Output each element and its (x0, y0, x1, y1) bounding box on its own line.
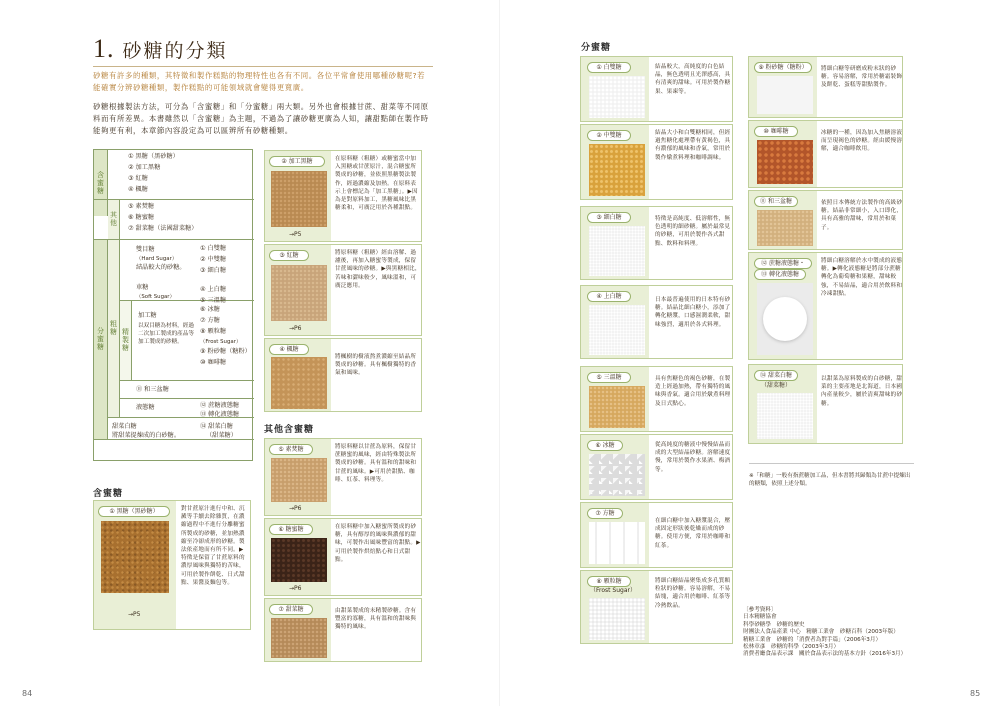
page-ref: →P6 (289, 585, 302, 592)
sugar-tag: ⑦ 方糖 (587, 508, 623, 519)
class-item: ② 加工黑糖 (128, 164, 161, 171)
sugar-tag: ② 加工黑糖 (269, 156, 325, 167)
sugar-desc: 將細白糖溶解於水中製成的液態糖。▶轉化液態糖是將部分蔗糖轉化為葡萄糖和果糖，甜味較強，不易結晶，適合用於飲料和冷凍甜點。 (821, 258, 903, 297)
page-ref: →P6 (289, 505, 302, 512)
sugar-card (580, 124, 733, 200)
sugar-tag: ⑪ 和三盆糖 (754, 196, 798, 207)
sugar-card (93, 500, 251, 630)
class-item: ⑤ 三溫糖 (200, 297, 227, 304)
frost-sugar-photo (589, 598, 645, 640)
sugar-card (580, 502, 733, 568)
sugar-desc: 結晶大小和白雙糖相同，但經過焦糖化處理帶有黃褐色，具有濃郁的風味和香氣，常用於製作燉煮料理和咖啡調味。 (655, 130, 731, 161)
class-item: ① 白雙糖 (200, 245, 227, 252)
sugar-desc: 將細白糖結晶聚集成多孔質顆粒狀的砂糖。容易溶解，不易結塊，適合用於咖啡、紅茶等冷熱飲品。 (655, 578, 731, 609)
class-item: ④ 楓糖 (128, 186, 148, 193)
class-item: ⑭ 甜菜白糖 (200, 423, 233, 430)
classification-table (93, 149, 253, 461)
processed-desc: 以双目糖為材料，經過二次加工製成的產品等加工製成的砂糖。 (138, 323, 194, 345)
liquid-sugar-plate (763, 297, 807, 341)
page-ref: →P5 (128, 611, 141, 618)
sugar-desc: 冰糖的一種，因為加入焦糖溶液而呈現褐色的砂糖。經由緩慢溶解，適合咖啡飲用。 (821, 130, 903, 153)
class-item: ⑩ 咖啡糖 (200, 359, 227, 366)
sugar-desc: 日本最普遍使用的日本特有砂糖。結晶比細白糖小，添加了轉化糖漿，口感濕潤柔軟，甜味強烈，適用於各式料理。 (655, 297, 731, 328)
sugar-tag: ⑬ 轉化液態糖 (754, 269, 806, 280)
sugar-desc: 將原料糖（粗糖）經由溶解、過濾後，再加入糖蜜等製成，保留甘蔗風味的砂糖。▶與黑糖相比，苦味和澀味較少，風味溫和，可廣泛應用。 (335, 250, 421, 289)
sugar-desc: 依照日本傳統方法製作的高級砂糖。結晶非常細小，入口即化，具有高雅的甜味，常用於和菓子。 (821, 200, 903, 231)
beet-sugar-photo (271, 618, 327, 658)
sanonto-sugar-photo (589, 386, 645, 428)
intro-highlight: 砂糖有許多的種類，其特徵和製作糕點的物理特性也各有不同。各位平常會使用哪種砂糖呢?若能確實分辨砂糖種類，製作糕點的可能領域就會變得更寬廣。 (93, 71, 426, 92)
right-page (500, 0, 1000, 706)
wasanbon-sugar-photo (757, 210, 813, 246)
sugar-tag: ④ 上白糖 (587, 291, 631, 302)
sugar-card (748, 56, 903, 118)
class-item: ⑥ 糖蜜糖 (128, 214, 155, 221)
molasses-sugar-photo (271, 538, 327, 582)
sugar-card (580, 434, 733, 500)
sugar-tag: ⑥ 糖蜜糖 (269, 524, 313, 535)
sugar-cube-photo (589, 522, 645, 564)
coffee-sugar-photo (757, 140, 813, 184)
sugar-desc: 在細白糖中加入糖漿混合，壓成固定形狀後乾燥而成的砂糖。使用方便，常用於咖啡和紅茶。 (655, 518, 731, 549)
beet-desc: 將甜菜提煉成的白砂糖。 (112, 432, 181, 439)
page-title (93, 34, 228, 64)
soft-sugar-en: （Soft Sugar） (136, 294, 175, 300)
sugar-desc: 由甜菜製成的未精製砂糖。含有豐富的寡糖，具有溫和的甜味與獨特的風味。 (335, 608, 417, 631)
sugar-desc: 特徵是高純度、低溶解性，無色透明的細砂糖。屬於最常見的砂糖，可用於製作各式甜點、飲料和料理。 (655, 216, 731, 247)
class-item: ⑦ 甜菜糖（法國甜菜糖） (128, 225, 198, 232)
sugar-card (748, 364, 903, 444)
processed-black-sugar-photo (271, 171, 327, 227)
intro-body: 砂糖根據製法方法，可分為「含蜜糖」和「分蜜糖」兩大類。另外也會根據甘蔗、甜菜等不同原料而有所差異。本書雖然以「含蜜糖」為主題，不過為了讓砂糖更廣為人知，讓甜點師在製作時能夠更有利，本章節內容設定為可以區辨所有砂糖種類。 (93, 102, 429, 135)
sugar-tag: ⑩ 咖啡糖 (754, 126, 798, 137)
sugar-card (264, 598, 422, 662)
section-other: 其他含蜜糖 (264, 425, 315, 435)
sugar-card (748, 252, 903, 360)
class-item: ① 黑糖（黑砂糖） (128, 153, 179, 160)
sugar-tag: ⑤ 素焚糖 (269, 444, 313, 455)
sugar-desc: 結晶較大，高純度的白色結晶，無色透明且光澤感高，具有清爽的甜味。可用於製作糖果、果凍等。 (655, 64, 731, 95)
liquid-label: 液態糖 (136, 404, 155, 411)
title-number: 1. (93, 34, 115, 63)
brown-sugar-photo (271, 265, 327, 321)
page-number-right: 85 (970, 689, 981, 698)
class-item: ⑧ 顆粒糖 (200, 328, 227, 335)
sugar-desc: 將楓樹的樹液熬煮濃縮至結晶所製成的砂糖。具有楓樹獨特的香氣和風味。 (335, 354, 417, 377)
sugar-card (580, 285, 733, 359)
class-item: ⑥ 冰糖 (200, 306, 220, 313)
sugar-tag: ③ 紅糖 (269, 250, 309, 261)
class-item: ⑫ 蔗糖液態糖 (200, 402, 240, 409)
class-item: ② 中雙糖 (200, 256, 227, 263)
page-number-left: 84 (22, 689, 33, 698)
class-item: ③ 紅糖 (128, 175, 148, 182)
section-centrifugal: 分蜜糖 (581, 43, 612, 53)
sugar-tag: ⑭ 甜菜白糖 (754, 370, 798, 381)
class-item: ⑬ 轉化液態糖 (200, 411, 240, 418)
reference-item: 消費者廳食品表示課 關於食品表示法的基本方針（2016年3月） (743, 651, 907, 658)
class-item: ③ 細白糖 (200, 267, 227, 274)
sugar-tag: ③ 細白糖 (587, 212, 631, 223)
sugar-card (580, 56, 733, 122)
sucanat-photo (271, 458, 327, 502)
sugar-desc: 具有焦糖色的褐色砂糖，在製造上經過加熱，帶有獨特的風味與香氣。適合用於燉煮料理及日式點心。 (655, 376, 731, 407)
reference-item: 日本精糖協會 (743, 614, 777, 621)
beet-label: 甜菜白糖 (112, 423, 137, 430)
sugar-tag: ① 白雙糖 (587, 62, 631, 73)
sugar-tag: ⑧ 顆粒糖 (587, 576, 631, 587)
sugar-tag: ⑦ 甜菜糖 (269, 604, 313, 615)
sugar-desc: 對甘蔗原汁進行中和、沉澱等手續去除雜質，在濃縮過程中不進行分離糖蜜所製成的砂糖，並加熱濃縮至冷卻成形的砂糖。製法依產地而有所不同。▶特徵是保留了甘蔗原料的濃厚風味與獨特的苦味，可用於製作餅乾、日式甜點、果醬及麵包等。 (181, 506, 245, 586)
class-item: ⑤ 素焚糖 (128, 203, 155, 210)
sugar-card (748, 120, 903, 188)
reference-item: 精糖工業會 砂糖的「消費者為對手篇」（2006年3月） (743, 636, 882, 643)
sugar-card (264, 438, 422, 516)
rock-sugar-photo (589, 454, 645, 496)
band-containing: 含蜜糖 (94, 150, 108, 216)
maple-sugar-photo (271, 357, 327, 409)
reference-item: 科學砂糖學 砂糖的歷史 (743, 621, 805, 628)
hard-sugar-desc: 結晶較大的砂糖。 (136, 264, 186, 271)
sugar-card (580, 206, 733, 280)
white-sugar-photo (589, 76, 645, 118)
sugar-desc: 在原料糖（粗糖）或糖蜜當中加入黑糖或甘蔗原汁，混合糖蜜所製成的砂糖，並依照黑糖製法製作，經過濃縮及加熱。在原料表示上會標記為「加工黑糖」。▶因為是對原料加工，黑糖風味比黑糖柔和，可廣泛用於各種甜點。 (335, 156, 418, 212)
class-item: ⑨ 粉砂糖（糖粉） (200, 348, 251, 355)
sugar-card (264, 338, 422, 412)
footnote: ※「和糖」一般有指蔗糖加工品，但本書將其歸類為甘蔗中提煉出的糖類，依照上述分類。 (749, 473, 911, 487)
page-ref: →P6 (289, 325, 302, 332)
sugar-desc: 從高純度的糖液中慢慢結晶而成的大型結晶砂糖。溶解速度慢，常用於製作水果酒、梅酒等。 (655, 442, 731, 473)
sugar-tag: ⑨ 粉砂糖（糖粉） (754, 62, 812, 73)
sugar-card (580, 366, 733, 432)
sugar-tag: ⑫ 蔗糖液態糖・ (754, 258, 812, 269)
sugar-desc: 以甜菜為原料製成的白砂糖，甜菜的主要產地是北海道，日本國內產量較少，屬於清爽甜味的砂糖。 (821, 376, 903, 407)
sugar-desc: 將細白糖等研磨成粉末狀的砂糖。容易溶解，常用於糖霜裝飾及餅乾、蛋糕等甜點製作。 (821, 66, 903, 89)
black-sugar-photo (101, 521, 169, 593)
sugar-card (748, 190, 903, 250)
band-other: 其他 (108, 199, 120, 239)
sugar-card (580, 570, 733, 644)
section-containing: 含蜜糖 (93, 489, 124, 499)
beet-white-sugar-photo (757, 393, 813, 439)
page-ref: →P5 (289, 231, 302, 238)
sugar-card (264, 244, 422, 336)
sugar-tag-sub: （Frost Sugar） (590, 587, 636, 594)
sugar-tag-sub: （甜菜糖） (760, 382, 791, 389)
note-rule (749, 463, 914, 464)
sugar-tag: ① 黑糖（黑砂糖） (98, 506, 170, 517)
sugar-tag: ④ 楓糖 (269, 344, 309, 355)
class-item: ⑪ 和三盆糖 (136, 386, 169, 393)
sugar-card (264, 150, 422, 242)
medium-sugar-photo (589, 144, 645, 196)
liquid-sugar-photo (757, 283, 813, 355)
class-item: ⑦ 方糖 (200, 317, 220, 324)
band-centrifugal: 分蜜糖 (94, 239, 108, 439)
hard-sugar-en: （Hard Sugar） (136, 256, 178, 262)
granulated-sugar-photo (589, 226, 645, 276)
processed-label: 加工糖 (138, 312, 157, 319)
soft-sugar-label: 車糖 (136, 284, 149, 291)
band-coarse: 粗糖 (108, 239, 120, 417)
title-rule (93, 66, 433, 67)
sugar-tag: ⑥ 冰糖 (587, 440, 623, 451)
sugar-desc: 在原料糖中加入糖蜜所製成的砂糖，具有醇厚的風味與濃郁的甜味，可製作出風味豐富的甜點。▶可用於製作烘焙點心和日式甜點。 (335, 524, 421, 563)
powdered-sugar-photo (757, 76, 813, 114)
class-item: ④ 上白糖 (200, 286, 227, 293)
hard-sugar-label: 雙目糖 (136, 246, 155, 253)
class-item: （甜菜糖） (206, 432, 237, 439)
class-item: （Frost Sugar） (200, 339, 242, 345)
soft-white-sugar-photo (589, 305, 645, 355)
sugar-desc: 將原料糖以甘蔗為原料，保留甘蔗糖蜜的風味，經由特殊製法所製成的砂糖。具有溫和的甜味和甘蔗的風味。▶可用於甜點、咖啡、紅茶、料理等。 (335, 444, 417, 483)
band-refined: 精製糖 (120, 300, 132, 380)
sugar-card (264, 518, 422, 596)
references-title: 〔參考資料〕 (743, 607, 777, 613)
title-text: 砂糖的分類 (122, 40, 228, 62)
reference-item: 財團法人食品產業 中心 精糖工業會 砂糖百科（2003年版） (743, 629, 899, 636)
sugar-tag: ② 中雙糖 (587, 130, 631, 141)
reference-item: 松林章彥 砂糖的科學（2003年3月） (743, 644, 840, 651)
references (743, 607, 913, 659)
sugar-tag: ⑤ 三溫糖 (587, 372, 631, 383)
